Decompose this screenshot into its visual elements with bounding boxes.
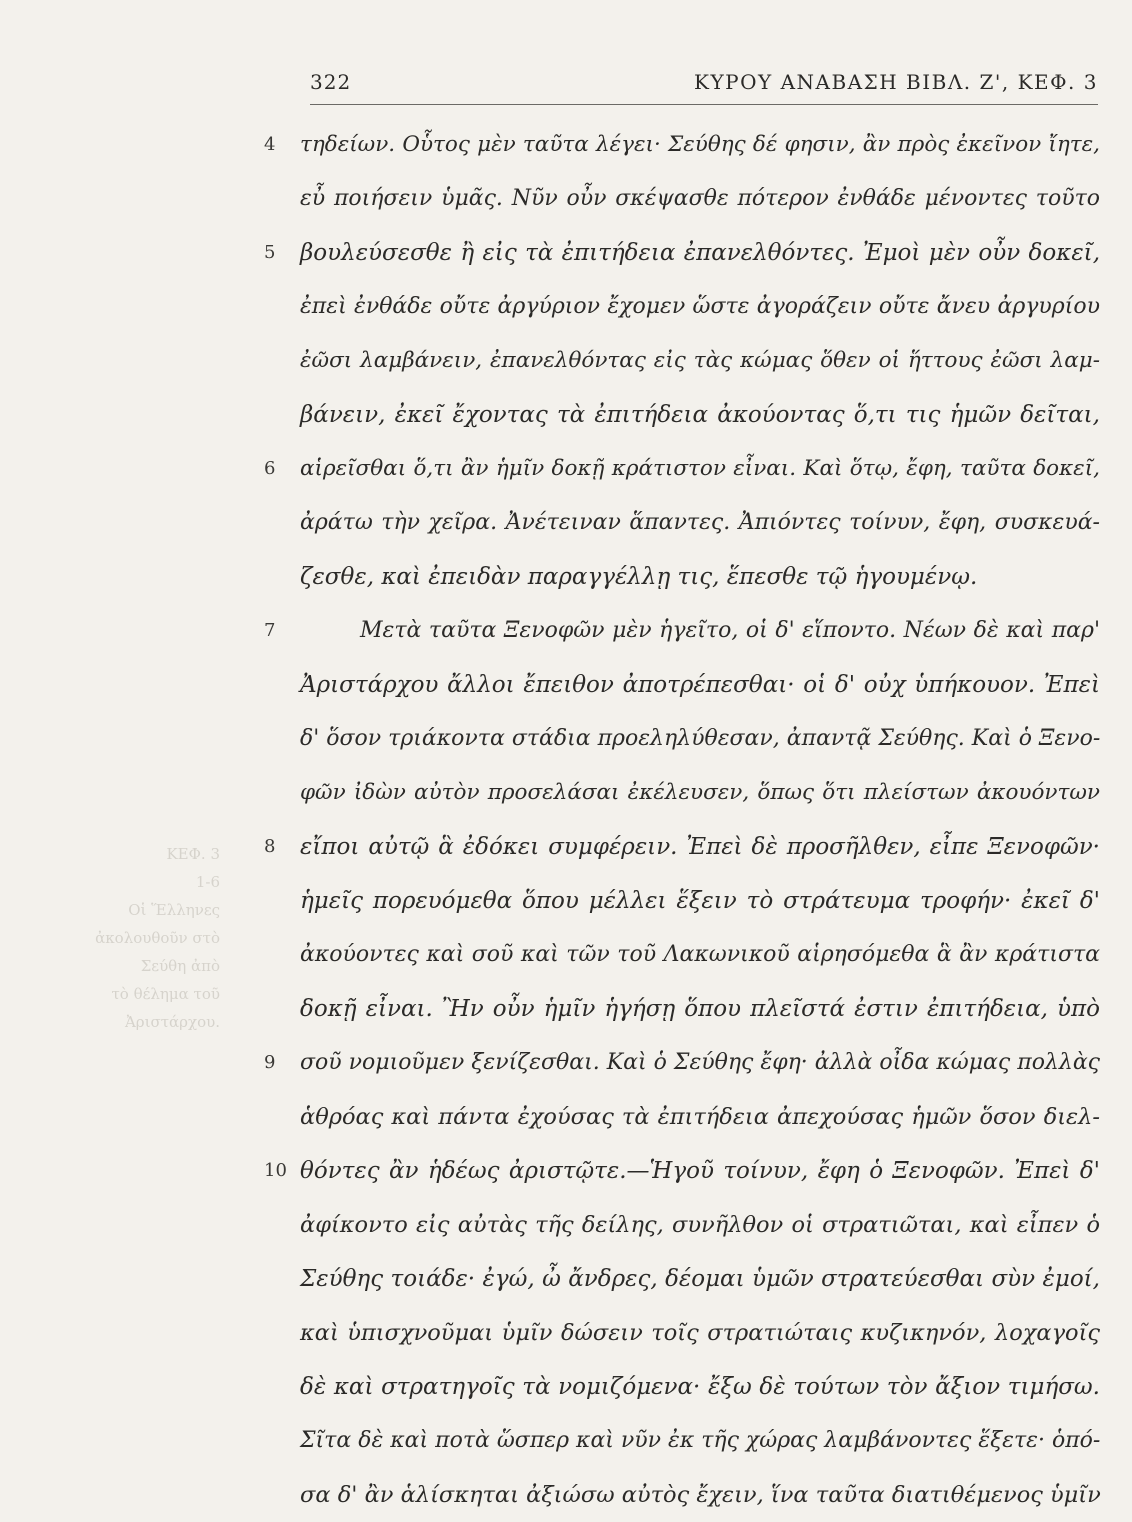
show-through-margin-note (60, 840, 220, 1036)
section-number: 7 (264, 620, 276, 641)
text-line: ἀφίκοντο εἰς αὐτὰς τῆς δείλης, συνῆλθον οἱ στρατιῶται, καὶ εἶπεν ὁ (300, 1212, 1100, 1238)
page-number: 322 (310, 70, 352, 94)
text-line: ἀράτω τὴν χεῖρα. Ἀνέτειναν ἅπαντες. Ἀπιόντες τοίνυν, ἔφη, συσκευά- (300, 510, 1100, 535)
text-line: Σῖτα δὲ καὶ ποτὰ ὥσπερ καὶ νῦν ἐκ τῆς χώρας λαμβάνοντες ἕξετε· ὁπό- (300, 1428, 1101, 1453)
section-number: 10 (264, 1160, 287, 1181)
bleed-chapter-label: ΚΕΦ. 3 (166, 845, 220, 863)
text-line: βάνειν, ἐκεῖ ἔχοντας τὰ ἐπιτήδεια ἀκούοντας ὅ,τι τις ἡμῶν δεῖται, (300, 402, 1100, 428)
text-line: ἀκούοντες καὶ σοῦ καὶ τῶν τοῦ Λακωνικοῦ αἱρησόμεθα ἃ ἂν κράτιστα (300, 942, 1100, 967)
text-line: τηδείων. Οὗτος μὲν ταῦτα λέγει· Σεύθης δέ φησιν, ἂν πρὸς ἐκεῖνον ἴητε, (300, 132, 1100, 157)
text-line: θόντες ἂν ἡδέως ἀριστῷτε.—Ἡγοῦ τοίνυν, ἔφη ὁ Ξενοφῶν. Ἐπεὶ δ' (300, 1158, 1100, 1184)
text-line: σα δ' ἂν ἁλίσκηται ἀξιώσω αὐτὸς ἔχειν, ἵνα ταῦτα διατιθέμενος ὑμῖν (300, 1482, 1101, 1508)
text-line: καὶ ὑπισχνοῦμαι ὑμῖν δώσειν τοῖς στρατιώταις κυζικηνόν, λοχαγοῖς (300, 1320, 1100, 1346)
text-line: Σεύθης τοιάδε· ἐγώ, ὦ ἄνδρες, δέομαι ὑμῶν στρατεύεσθαι σὺν ἐμοί, (300, 1266, 1100, 1292)
text-line: δὲ καὶ στρατηγοῖς τὰ νομιζόμενα· ἔξω δὲ τούτων τὸν ἄξιον τιμήσω. (300, 1374, 1100, 1400)
text-line: φῶν ἰδὼν αὐτὸν προσελάσαι ἐκέλευσεν, ὅπως ὅτι πλείστων ἀκουόντων (300, 780, 1100, 805)
text-line: ζεσθε, καὶ ἐπειδὰν παραγγέλλῃ τις, ἕπεσθε τῷ ἡγουμένῳ. (300, 564, 978, 590)
text-line: βουλεύσεσθε ἢ εἰς τὰ ἐπιτήδεια ἐπανελθόντες. Ἐμοὶ μὲν οὖν δοκεῖ, (300, 240, 1100, 266)
section-number: 5 (264, 242, 276, 263)
text-line: ἐπεὶ ἐνθάδε οὔτε ἀργύριον ἔχομεν ὥστε ἀγοράζειν οὔτε ἄνευ ἀργυρίου (300, 294, 1100, 319)
text-line: σοῦ νομιοῦμεν ξενίζεσθαι. Καὶ ὁ Σεύθης ἔφη· ἀλλὰ οἶδα κώμας πολλὰς (300, 1050, 1100, 1075)
text-line: ἁθρόας καὶ πάντα ἐχούσας τὰ ἐπιτήδεια ἀπεχούσας ἡμῶν ὅσον διελ- (300, 1104, 1100, 1130)
bleed-line: τὸ θέλημα τοῦ (111, 985, 220, 1003)
bleed-line: Σεύθη ἀπὸ (140, 957, 220, 975)
text-line: εἴποι αὐτῷ ἃ ἐδόκει συμφέρειν. Ἐπεὶ δὲ προσῆλθεν, εἶπε Ξενοφῶν· (300, 834, 1100, 860)
text-line: Μετὰ ταῦτα Ξενοφῶν μὲν ἡγεῖτο, οἱ δ' εἵποντο. Νέων δὲ καὶ παρ' (360, 618, 1100, 643)
bleed-line: Οἱ Ἕλληνες (128, 901, 220, 919)
page-header (310, 70, 1098, 105)
bleed-range: 1-6 (195, 873, 220, 891)
text-line: δοκῇ εἶναι. Ἢν οὖν ἡμῖν ἡγήσῃ ὅπου πλεῖστά ἐστιν ἐπιτήδεια, ὑπὸ (300, 996, 1100, 1022)
text-line: εὖ ποιήσειν ὑμᾶς. Νῦν οὖν σκέψασθε πότερον ἐνθάδε μένοντες τοῦτο (300, 186, 1100, 211)
section-number: 6 (264, 458, 276, 479)
section-number: 4 (264, 134, 276, 155)
text-line: ἐῶσι λαμβάνειν, ἐπανελθόντας εἰς τὰς κώμας ὅθεν οἱ ἥττους ἐῶσι λαμ- (300, 348, 1100, 373)
section-number: 8 (264, 836, 276, 857)
text-line: ἡμεῖς πορευόμεθα ὅπου μέλλει ἕξειν τὸ στράτευμα τροφήν· ἐκεῖ δ' (300, 888, 1100, 914)
bleed-line: ἀκολουθοῦν στὸ (95, 929, 220, 947)
text-line: Ἀριστάρχου ἄλλοι ἔπειθον ἀποτρέπεσθαι· οἱ δ' οὐχ ὑπήκουον. Ἐπεὶ (300, 672, 1100, 698)
running-head: ΚΥΡΟΥ ΑΝΑΒΑΣΗ ΒΙΒΛ. Ζ', ΚΕΦ. 3 (694, 70, 1098, 94)
text-line: αἱρεῖσθαι ὅ,τι ἂν ἡμῖν δοκῇ κράτιστον εἶναι. Καὶ ὅτῳ, ἔφη, ταῦτα δοκεῖ, (300, 456, 1100, 481)
bleed-line: Ἀριστάρχου. (124, 1013, 220, 1031)
text-line: δ' ὅσον τριάκοντα στάδια προεληλύθεσαν, ἀπαντᾷ Σεύθης. Καὶ ὁ Ξενο- (300, 726, 1101, 751)
section-number: 9 (264, 1052, 276, 1073)
